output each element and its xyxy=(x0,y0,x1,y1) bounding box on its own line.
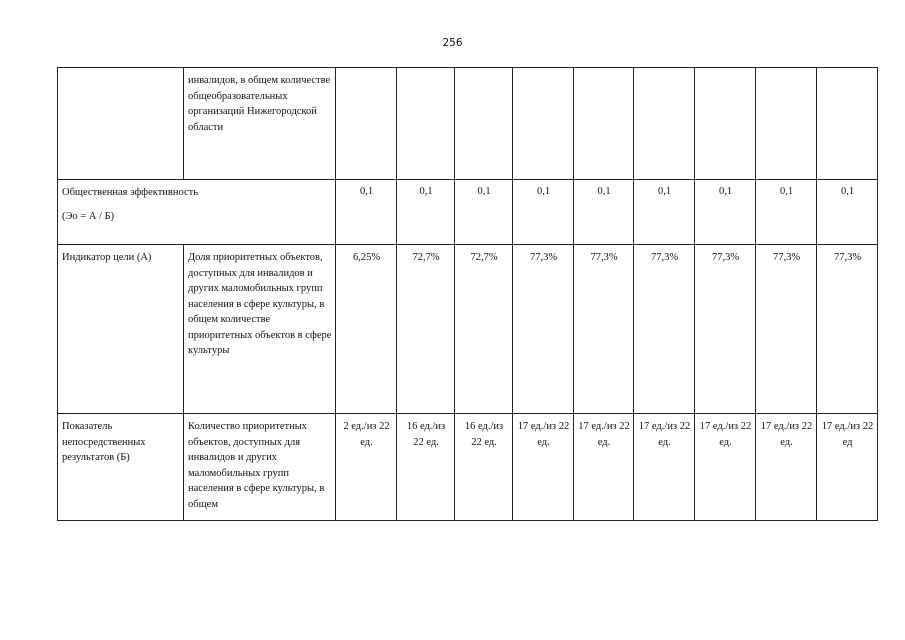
value-cell: 0,1 xyxy=(336,180,397,245)
value-cell: 77,3% xyxy=(756,245,817,414)
table-row xyxy=(58,414,878,521)
row-label-cell: Индикатор цели (А) xyxy=(58,245,184,414)
value-cell xyxy=(513,68,574,180)
value-cell: 0,1 xyxy=(817,180,878,245)
value-cell: 77,3% xyxy=(817,245,878,414)
value-cell: 17 ед./из 22 ед xyxy=(817,414,878,521)
indicator-table xyxy=(57,67,878,521)
row-label-cell xyxy=(58,68,184,180)
value-cell: 6,25% xyxy=(336,245,397,414)
value-cell xyxy=(756,68,817,180)
value-cell: 0,1 xyxy=(695,180,756,245)
value-cell: 0,1 xyxy=(513,180,574,245)
value-cell: 0,1 xyxy=(756,180,817,245)
row-description-cell: инвалидов, в общем количестве общеобразовательных организаций Нижегородской области xyxy=(184,68,336,180)
page-number: 256 xyxy=(442,37,463,49)
value-cell xyxy=(695,68,756,180)
value-cell: 17 ед./из 22 ед. xyxy=(756,414,817,521)
row-description-cell: Доля приоритетных объектов, доступных для инвалидов и других маломобильных групп населения в сфере культуры, в общем количестве приоритетных объектов в сфере культуры xyxy=(184,245,336,414)
value-cell: 72,7% xyxy=(455,245,513,414)
value-cell: 0,1 xyxy=(574,180,634,245)
value-cell: 17 ед./из 22 ед. xyxy=(574,414,634,521)
value-cell xyxy=(817,68,878,180)
value-cell: 16 ед./из 22 ед. xyxy=(397,414,455,521)
value-cell xyxy=(634,68,695,180)
value-cell: 77,3% xyxy=(634,245,695,414)
public-efficiency-label: Общественная эффективность xyxy=(62,187,199,198)
value-cell xyxy=(455,68,513,180)
value-cell: 2 ед./из 22 ед. xyxy=(336,414,397,521)
table-row xyxy=(58,180,878,245)
value-cell: 0,1 xyxy=(397,180,455,245)
value-cell: 17 ед./из 22 ед. xyxy=(634,414,695,521)
public-efficiency-cell xyxy=(58,180,336,245)
table-row xyxy=(58,68,878,180)
public-efficiency-formula: (Эо = А / Б) xyxy=(62,210,115,222)
row-description-cell: Количество приоритетных объектов, доступных для инвалидов и других маломобильных групп населения в сфере культуры, в общем xyxy=(184,414,336,521)
row-label-cell: Показатель непосредственных результатов (Б) xyxy=(58,414,184,521)
value-cell: 77,3% xyxy=(513,245,574,414)
value-cell: 0,1 xyxy=(455,180,513,245)
value-cell: 17 ед./из 22 ед. xyxy=(513,414,574,521)
value-cell xyxy=(397,68,455,180)
value-cell: 0,1 xyxy=(634,180,695,245)
value-cell: 72,7% xyxy=(397,245,455,414)
value-cell xyxy=(336,68,397,180)
table-row xyxy=(58,245,878,414)
value-cell: 77,3% xyxy=(695,245,756,414)
value-cell: 17 ед./из 22 ед. xyxy=(695,414,756,521)
value-cell: 77,3% xyxy=(574,245,634,414)
value-cell: 16 ед./из 22 ед. xyxy=(455,414,513,521)
value-cell xyxy=(574,68,634,180)
